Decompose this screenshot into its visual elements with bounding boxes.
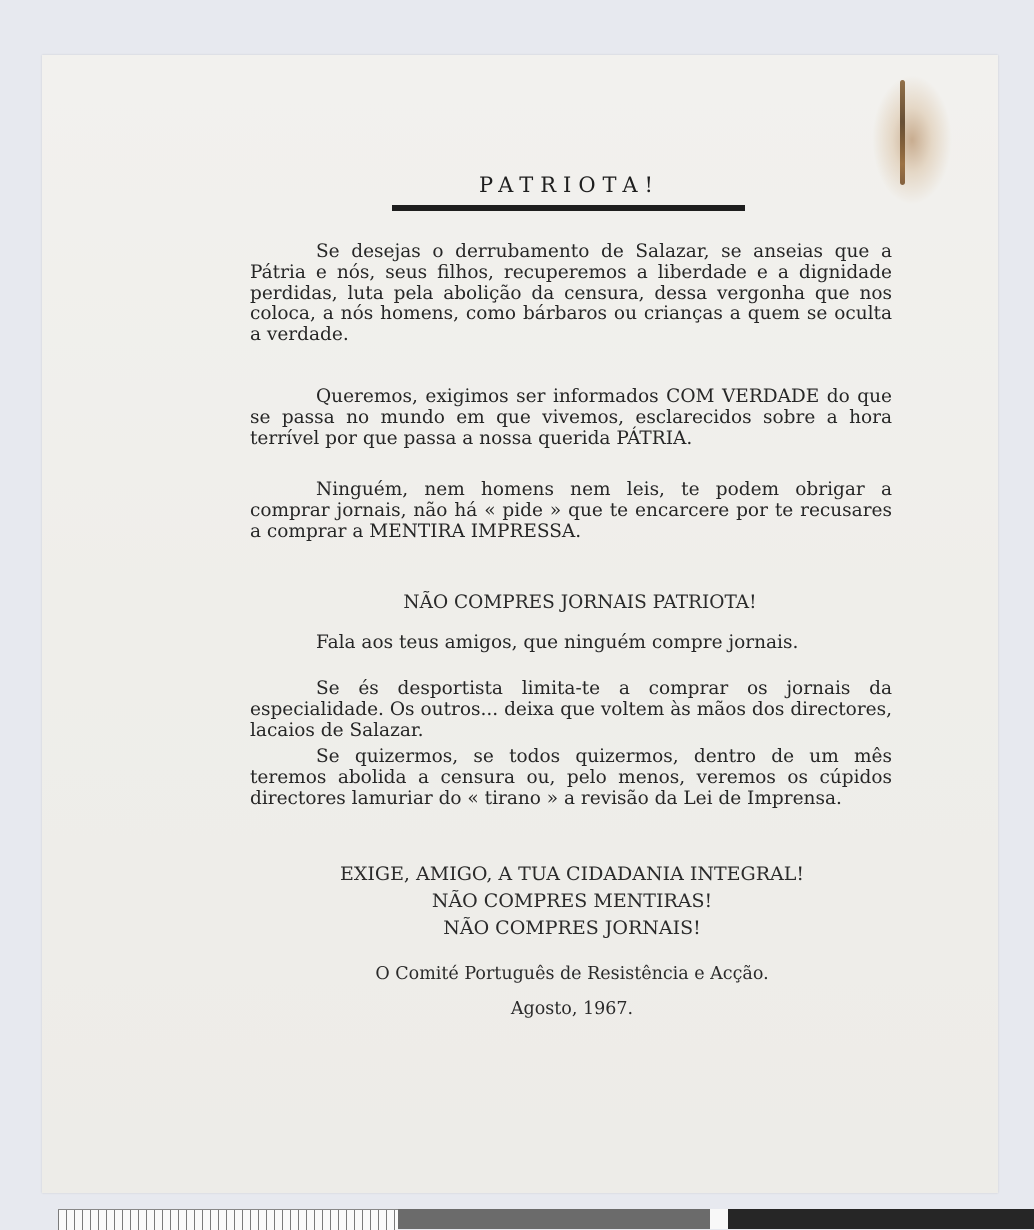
- closing-block: [232, 861, 912, 942]
- title-underline: [392, 205, 745, 211]
- paragraph-6: Se quizermos, se todos quizermos, dentro de um mês teremos abolida a censura ou, pelo menos, veremos os cúpidos directores lamuriar do « tirano » a revisão da Lei de Imprensa.: [250, 746, 892, 809]
- paragraph-2: Queremos, exigimos ser informados COM VERDADE do que se passa no mundo em que vivemos, esclarecidos sobre a hora terrível por que passa a nossa querida PÁTRIA.: [250, 386, 892, 449]
- ruler-scale: [58, 1209, 398, 1230]
- closing-line-1: EXIGE, AMIGO, A TUA CIDADANIA INTEGRAL!: [339, 863, 805, 885]
- rust-stain: [872, 75, 952, 205]
- paragraph-3: Ninguém, nem homens nem leis, te podem obrigar a comprar jornais, não há « pide » que te encarcere por te recusares a comprar a MENTIRA IMPRESSA.: [250, 479, 892, 542]
- signature: O Comité Português de Resistência e Acção.: [375, 964, 769, 984]
- ruler-white-patch: [710, 1209, 728, 1229]
- scale-ruler: [58, 1209, 1034, 1229]
- paragraph-1: Se desejas o derrubamento de Salazar, se anseias que a Pátria e nós, seus filhos, recuperemos a liberdade e a dignidade perdidas, luta pela abolição da censura, dessa vergonha que nos coloca, a nós homens, como bárbaros ou crianças a quem se oculta a verdade.: [250, 241, 892, 346]
- closing-line-2: NÃO COMPRES MENTIRAS!: [431, 890, 713, 912]
- ruler-black-patch: [728, 1209, 1034, 1229]
- closing-line-3: NÃO COMPRES JORNAIS!: [443, 917, 701, 939]
- ruler-gray-patch: [398, 1209, 710, 1229]
- document-date: Agosto, 1967.: [510, 999, 634, 1019]
- slogan: NÃO COMPRES JORNAIS PATRIOTA!: [403, 592, 757, 613]
- paragraph-4: Fala aos teus amigos, que ninguém compre jornais.: [316, 632, 799, 653]
- document-title: PATRIOTA!: [478, 173, 660, 197]
- document-sheet: [42, 55, 998, 1193]
- staple-mark: [900, 80, 905, 185]
- paragraph-5: Se és desportista limita-te a comprar os jornais da especialidade. Os outros... deixa que voltem às mãos dos directores, lacaios de Salazar.: [250, 678, 892, 741]
